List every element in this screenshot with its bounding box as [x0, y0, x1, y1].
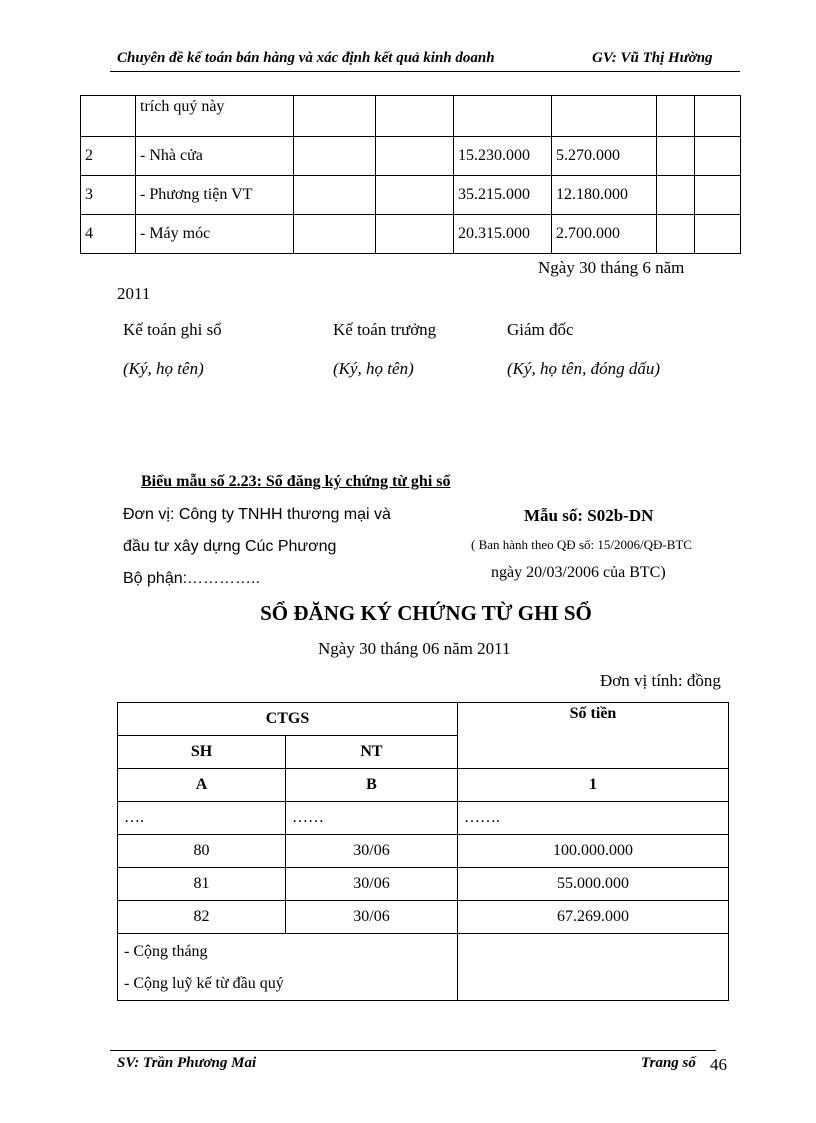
cell-nt: 30/06	[286, 901, 458, 934]
table-row	[81, 96, 741, 137]
header-teacher: GV: Vũ Thị Hường	[592, 50, 713, 66]
currency-unit: Đơn vị tính: đồng	[600, 671, 721, 690]
depreciation-table	[80, 95, 741, 254]
footer-totals	[118, 934, 458, 1001]
register-table	[117, 702, 729, 1001]
unit-line-2: đầu tư xây dựng Cúc Phương	[123, 538, 337, 555]
cell	[552, 96, 657, 137]
cell	[294, 176, 376, 215]
table-row	[81, 176, 741, 215]
cell	[657, 96, 695, 137]
register-date: Ngày 30 tháng 06 năm 2011	[318, 639, 511, 658]
table-row	[118, 769, 729, 802]
cell: 20.315.000	[454, 215, 552, 254]
cell-sh: ….	[118, 802, 286, 835]
date-line: Ngày 30 tháng 6 năm	[538, 258, 685, 277]
cell-sh: 80	[118, 835, 286, 868]
footer-rule	[110, 1050, 716, 1051]
table-row	[118, 802, 729, 835]
cell-amount: 55.000.000	[458, 868, 729, 901]
date-year: 2011	[117, 284, 151, 303]
cell-sh: 82	[118, 901, 286, 934]
footer-quarter-total: - Cộng luỹ kế từ đầu quý	[124, 975, 284, 992]
cell: 12.180.000	[552, 176, 657, 215]
cell-nt: 30/06	[286, 835, 458, 868]
issued-date: ngày 20/03/2006 của BTC)	[491, 564, 666, 581]
header-col-1: 1	[458, 769, 729, 802]
header-ctgs: CTGS	[118, 703, 458, 736]
table-row	[118, 934, 729, 1001]
cell-amount: 67.269.000	[458, 901, 729, 934]
footer-page-label: Trang số	[641, 1055, 696, 1071]
cell	[695, 176, 741, 215]
cell	[454, 96, 552, 137]
signature-chief-note: (Ký, họ tên)	[333, 359, 414, 378]
page-title: SỔ ĐĂNG KÝ CHỨNG TỪ GHI SỔ	[260, 601, 592, 625]
cell	[657, 137, 695, 176]
signature-chief-title: Kế toán trưởng	[333, 320, 437, 339]
form-number: Mẫu số: S02b-DN	[524, 506, 654, 525]
signature-director-note: (Ký, họ tên, đóng dấu)	[507, 359, 660, 378]
table-row	[118, 703, 729, 736]
cell-item: - Máy móc	[136, 215, 294, 254]
signature-accountant-title: Kế toán ghi sổ	[123, 320, 222, 339]
header-nt: NT	[286, 736, 458, 769]
table-row	[118, 901, 729, 934]
cell	[376, 215, 454, 254]
cell-no: 3	[81, 176, 136, 215]
header-col-b: B	[286, 769, 458, 802]
cell-item: - Nhà cửa	[136, 137, 294, 176]
footer-month-total: - Cộng tháng	[124, 943, 208, 960]
table-row	[81, 215, 741, 254]
unit-line-1: Đơn vị: Công ty TNHH thương mại và	[123, 506, 391, 523]
cell	[695, 96, 741, 137]
table-row	[118, 868, 729, 901]
cell	[294, 215, 376, 254]
header-rule	[110, 71, 740, 72]
cell: 35.215.000	[454, 176, 552, 215]
cell	[376, 96, 454, 137]
cell	[695, 215, 741, 254]
cell-no	[81, 96, 136, 137]
cell-nt: 30/06	[286, 868, 458, 901]
cell	[657, 215, 695, 254]
cell: 5.270.000	[552, 137, 657, 176]
table-row	[118, 835, 729, 868]
cell	[376, 137, 454, 176]
footer-amount	[458, 934, 729, 1001]
cell	[294, 137, 376, 176]
cell	[657, 176, 695, 215]
cell-no: 2	[81, 137, 136, 176]
cell-item: trích quý này	[136, 96, 294, 137]
cell-amount: 100.000.000	[458, 835, 729, 868]
issued-by: ( Ban hành theo QĐ số: 15/2006/QĐ-BTC	[471, 537, 692, 552]
cell	[376, 176, 454, 215]
footer-page-number: 46	[710, 1055, 727, 1074]
header-sh: SH	[118, 736, 286, 769]
table-row	[81, 137, 741, 176]
header-course-title: Chuyên đề kế toán bán hàng và xác định kết quả kinh doanh	[117, 50, 495, 66]
form-caption: Biểu mẫu số 2.23: Sổ đăng ký chứng từ ghi sổ	[141, 473, 451, 490]
cell: 2.700.000	[552, 215, 657, 254]
cell: 15.230.000	[454, 137, 552, 176]
header-amount: Số tiền	[458, 703, 729, 769]
cell	[294, 96, 376, 137]
cell-nt: ……	[286, 802, 458, 835]
signature-accountant-note: (Ký, họ tên)	[123, 359, 204, 378]
cell-item: - Phương tiện VT	[136, 176, 294, 215]
department: Bộ phận:…………..	[123, 570, 260, 587]
header-col-a: A	[118, 769, 286, 802]
footer-student: SV: Trần Phương Mai	[117, 1055, 257, 1071]
cell-no: 4	[81, 215, 136, 254]
signature-director-title: Giám đốc	[507, 320, 574, 339]
cell-sh: 81	[118, 868, 286, 901]
cell	[695, 137, 741, 176]
cell-amount: …….	[458, 802, 729, 835]
